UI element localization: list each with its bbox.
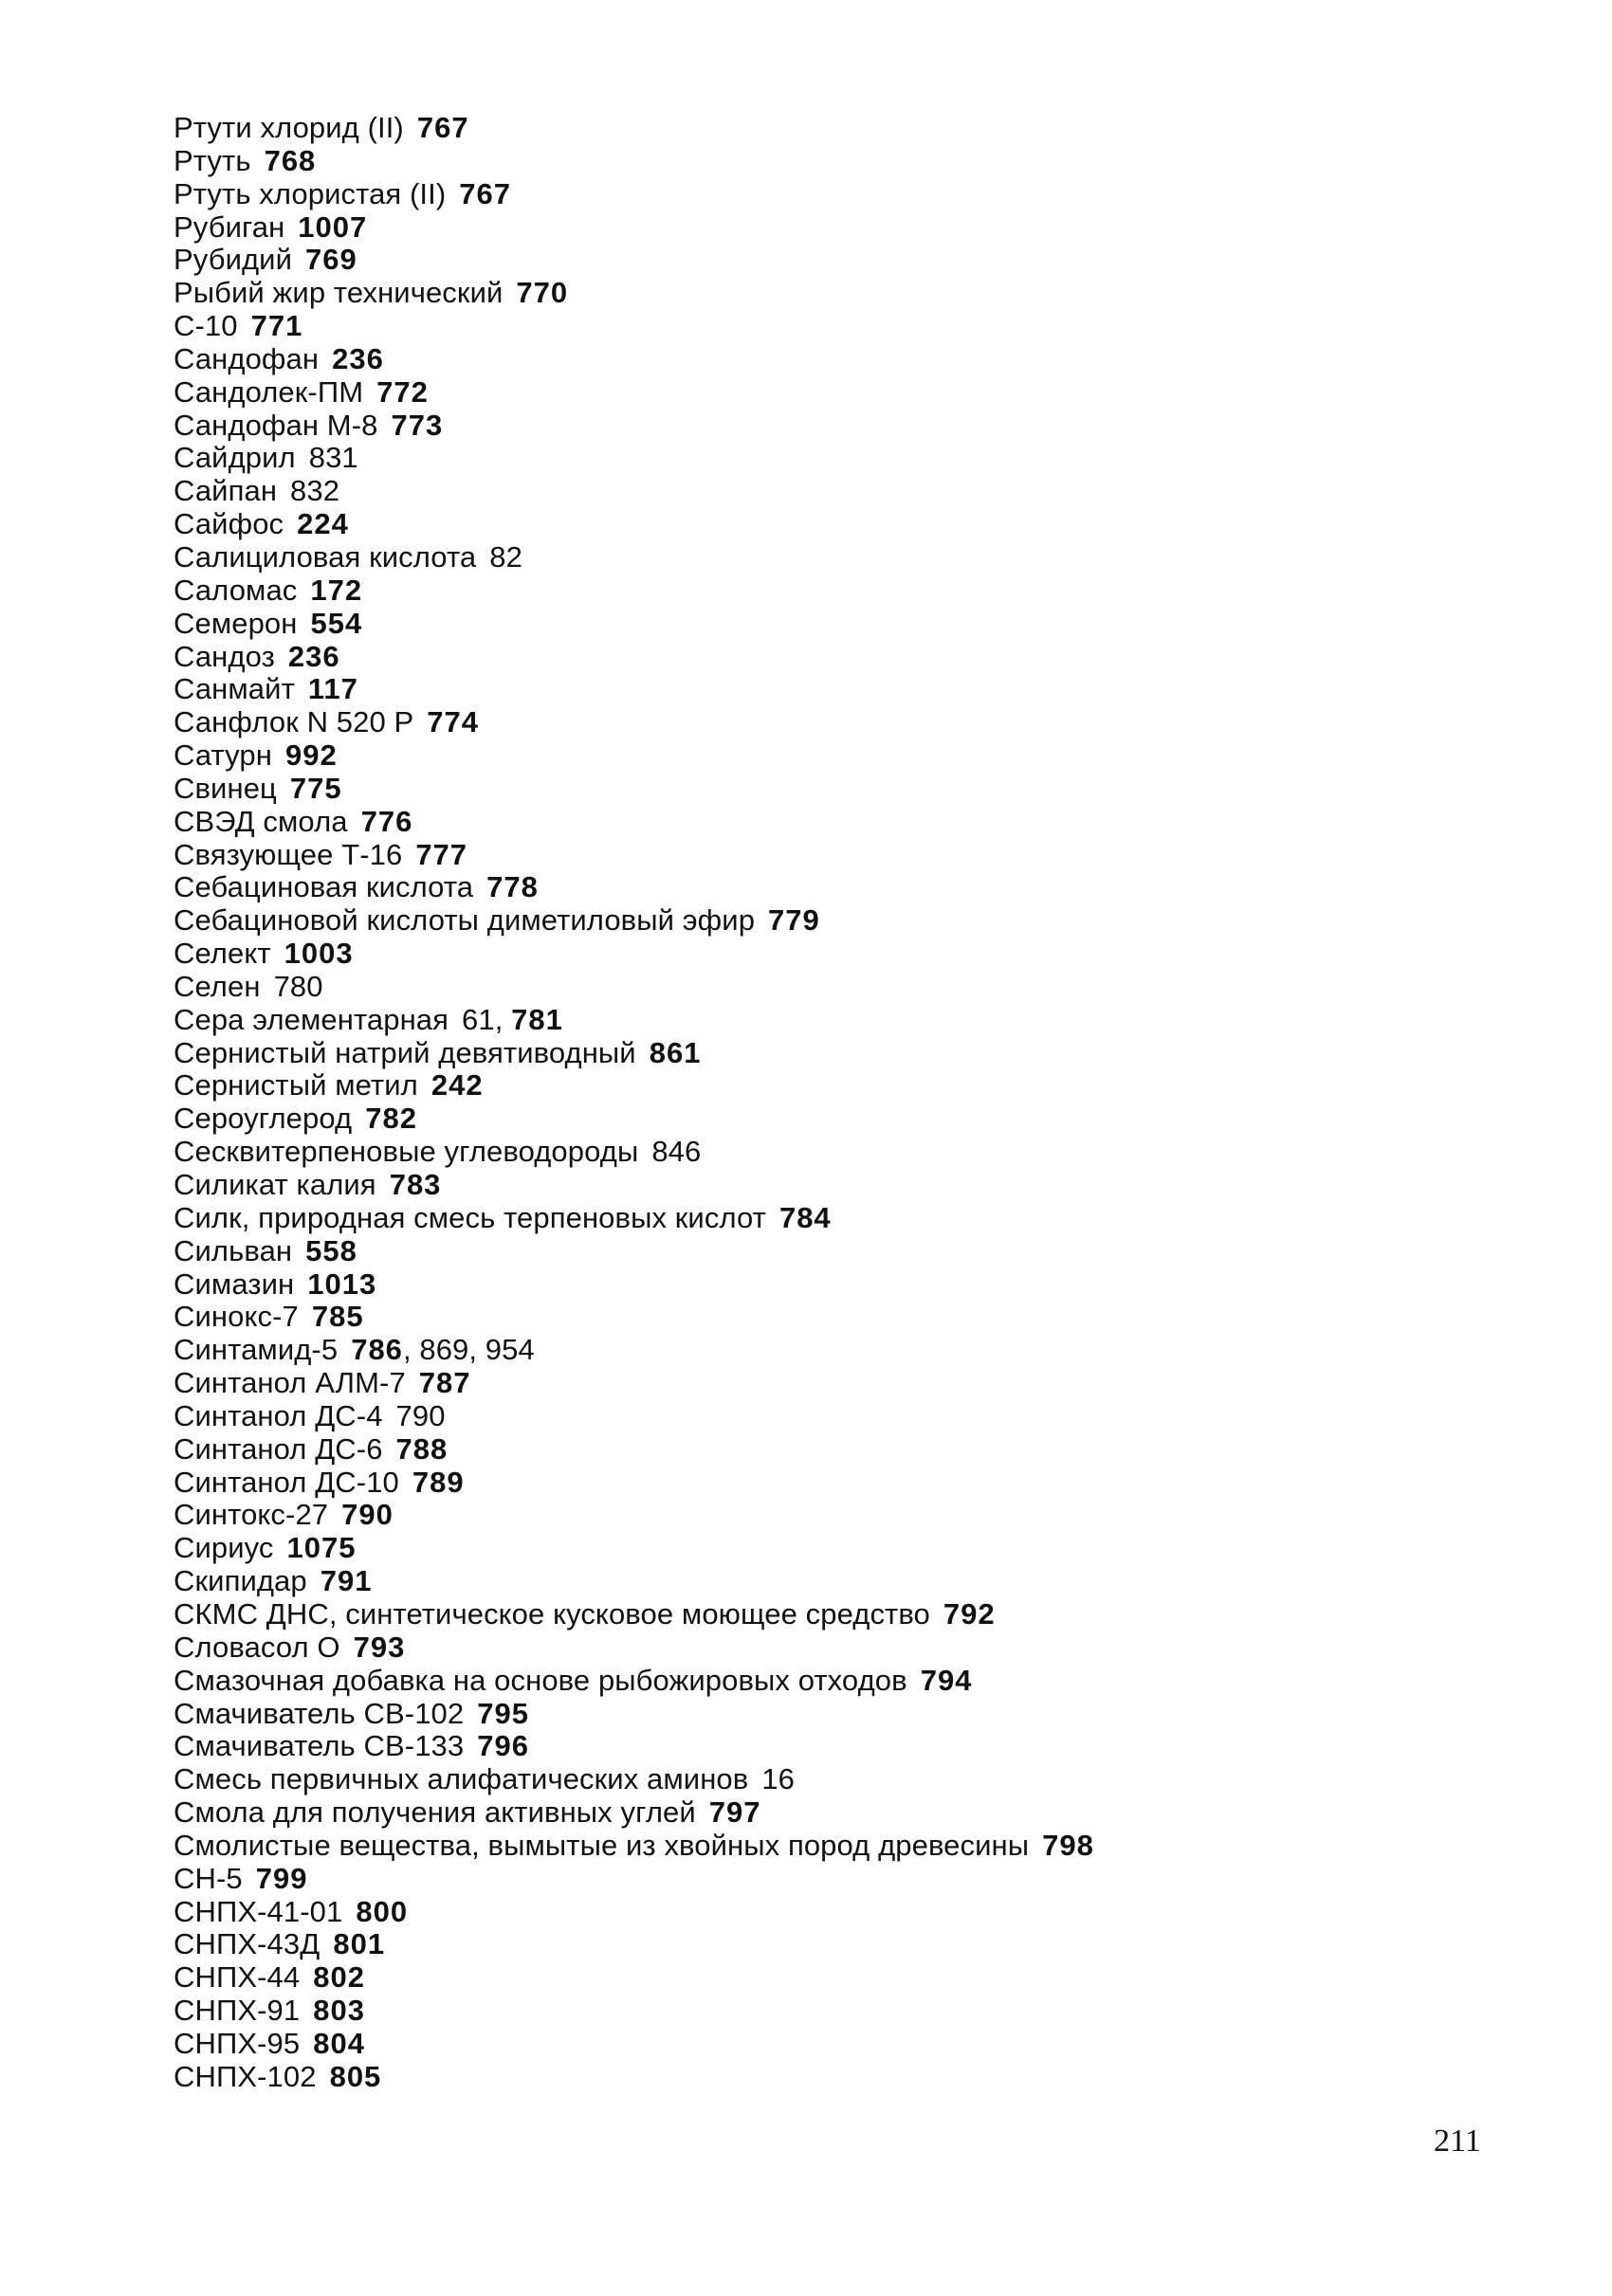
page-references bbox=[256, 1862, 308, 1895]
page-references bbox=[305, 243, 357, 276]
main-page-reference: 992 bbox=[284, 738, 338, 773]
index-entry bbox=[174, 1830, 1425, 1863]
main-page-reference: 784 bbox=[779, 1200, 832, 1234]
index-entry bbox=[174, 145, 1425, 178]
page-references bbox=[341, 1498, 394, 1531]
index-term: Селен bbox=[174, 969, 261, 1003]
index-term: Свинец bbox=[174, 771, 277, 805]
main-page-reference: 783 bbox=[389, 1168, 442, 1201]
index-term: Синтанол ДС-4 bbox=[174, 1398, 383, 1432]
index-term: Скипидар bbox=[174, 1564, 307, 1598]
page-references bbox=[459, 177, 511, 210]
index-entry bbox=[174, 1532, 1425, 1565]
index-entry bbox=[174, 904, 1425, 938]
index-term: Силикат калия bbox=[174, 1168, 376, 1201]
index-entry bbox=[174, 938, 1425, 971]
main-page-reference: 558 bbox=[305, 1233, 357, 1267]
page-references bbox=[365, 1102, 417, 1135]
index-term: Сесквитерпеновые углеводороды bbox=[174, 1135, 639, 1169]
index-entry bbox=[174, 442, 1425, 475]
index-entry bbox=[174, 871, 1425, 904]
index-term: Силк, природная смесь терпеновых кислот bbox=[174, 1200, 766, 1234]
index-term: Сандоз bbox=[174, 639, 275, 673]
page-references bbox=[351, 1333, 535, 1366]
page-references bbox=[921, 1664, 973, 1697]
main-page-reference: 790 bbox=[341, 1498, 394, 1532]
main-page-reference: 1003 bbox=[284, 937, 354, 971]
page-references bbox=[287, 1531, 357, 1564]
index-entry bbox=[174, 277, 1425, 310]
index-term: Смола для получения активных углей bbox=[174, 1795, 696, 1830]
index-term: СН-5 bbox=[174, 1861, 243, 1895]
index-entry bbox=[174, 1433, 1425, 1467]
page-references bbox=[427, 705, 479, 738]
main-page-reference: 781 bbox=[511, 1002, 563, 1036]
index-term: Ртуть хлористая (II) bbox=[174, 176, 447, 210]
index-term: Синтанол ДС-6 bbox=[174, 1431, 383, 1466]
index-term: СНПХ-102 bbox=[174, 2059, 317, 2093]
main-page-reference: 1075 bbox=[286, 1531, 357, 1565]
page-references bbox=[943, 1597, 996, 1631]
main-page-reference: 242 bbox=[430, 1068, 484, 1102]
main-page-reference: 1013 bbox=[307, 1266, 377, 1301]
page-references bbox=[333, 1927, 385, 1960]
index-term: Словасол О bbox=[174, 1630, 340, 1664]
index-entry bbox=[174, 1730, 1425, 1763]
index-term: Синтокс-27 bbox=[174, 1498, 329, 1532]
index-entry bbox=[174, 1796, 1425, 1830]
main-page-reference: 793 bbox=[353, 1630, 406, 1664]
index-entry bbox=[174, 1467, 1425, 1500]
page-references bbox=[285, 738, 338, 772]
index-entry bbox=[174, 1896, 1425, 1929]
index-term: Смазочная добавка на основе рыбожировых отходов bbox=[174, 1663, 907, 1697]
main-page-reference: 787 bbox=[418, 1366, 471, 1400]
page-references bbox=[330, 2060, 382, 2093]
page-reference: 832 bbox=[290, 474, 340, 508]
index-term: Рубиган bbox=[174, 210, 285, 244]
index-term: Сернистый метил bbox=[174, 1068, 418, 1102]
index-entry bbox=[174, 608, 1425, 641]
index-term: Сернистый натрий девятиводный bbox=[174, 1035, 636, 1069]
page-references bbox=[768, 903, 820, 937]
index-term: СНПХ-44 bbox=[174, 1960, 301, 1995]
main-page-reference: 804 bbox=[313, 2026, 365, 2060]
page-reference: 831 bbox=[308, 441, 358, 475]
main-page-reference: 785 bbox=[311, 1300, 364, 1334]
index-term: Семерон bbox=[174, 606, 298, 640]
main-page-reference: 796 bbox=[477, 1729, 529, 1763]
main-page-reference: 774 bbox=[427, 705, 480, 739]
index-entry bbox=[174, 971, 1425, 1004]
index-entry bbox=[174, 112, 1425, 145]
index-term: Смолистые вещества, вымытые из хвойных пород древесины bbox=[174, 1828, 1030, 1862]
main-page-reference: 803 bbox=[313, 1994, 365, 2028]
index-entry bbox=[174, 541, 1425, 574]
page-references bbox=[309, 441, 358, 474]
main-page-reference: 788 bbox=[395, 1431, 449, 1466]
page-references bbox=[431, 1068, 484, 1102]
page-references bbox=[310, 574, 362, 607]
index-term: СНПХ-95 bbox=[174, 2026, 301, 2060]
page-references bbox=[419, 1366, 471, 1399]
page-references bbox=[265, 144, 317, 177]
index-entry bbox=[174, 1928, 1425, 1961]
main-page-reference: 770 bbox=[516, 276, 569, 310]
main-page-reference: 768 bbox=[264, 143, 317, 177]
main-page-reference: 805 bbox=[329, 2059, 382, 2093]
main-page-reference: 786 bbox=[351, 1333, 403, 1367]
page-references bbox=[651, 1135, 701, 1168]
index-term: СНПХ-43Д bbox=[174, 1927, 321, 1961]
main-page-reference: 792 bbox=[943, 1596, 996, 1631]
page-references bbox=[332, 342, 384, 375]
index-entry bbox=[174, 1631, 1425, 1665]
main-page-reference: 554 bbox=[310, 606, 363, 640]
index-entry bbox=[174, 1202, 1425, 1235]
index-entry bbox=[174, 1169, 1425, 1202]
index-list bbox=[174, 112, 1425, 2094]
page-reference: 82 bbox=[489, 539, 522, 574]
page-references bbox=[1042, 1829, 1094, 1862]
index-term: Себациновая кислота bbox=[174, 870, 474, 904]
page-references bbox=[376, 375, 429, 409]
index-term: Сероуглерод bbox=[174, 1102, 353, 1136]
index-entry bbox=[174, 806, 1425, 839]
main-page-reference: 802 bbox=[313, 1960, 365, 1995]
page-references bbox=[354, 1631, 406, 1664]
index-entry bbox=[174, 773, 1425, 806]
index-term: Санфлок N 520 Р bbox=[174, 705, 414, 739]
index-entry bbox=[174, 376, 1425, 410]
index-entry bbox=[174, 1698, 1425, 1731]
main-page-reference: 772 bbox=[376, 374, 429, 409]
index-entry bbox=[174, 641, 1425, 674]
index-term: Смачиватель СВ-102 bbox=[174, 1696, 465, 1730]
main-page-reference: 789 bbox=[412, 1465, 465, 1499]
page-references bbox=[290, 772, 342, 805]
page-reference: 61, bbox=[462, 1002, 504, 1036]
main-page-reference: 791 bbox=[320, 1564, 373, 1598]
page-references bbox=[477, 1697, 529, 1730]
main-page-reference: 775 bbox=[289, 771, 342, 805]
index-entry bbox=[174, 1268, 1425, 1302]
main-page-reference: 771 bbox=[250, 309, 303, 343]
index-term: Ртути хлорид (II) bbox=[174, 111, 404, 144]
index-term: Синтамид-5 bbox=[174, 1333, 339, 1367]
page-number: 211 bbox=[1434, 2123, 1481, 2159]
main-page-reference: 236 bbox=[287, 639, 340, 673]
index-term: Саломас bbox=[174, 573, 298, 607]
index-term: Смачиватель СВ-133 bbox=[174, 1729, 465, 1763]
page-references bbox=[274, 970, 323, 1003]
page-references bbox=[288, 640, 340, 673]
page-references bbox=[477, 1729, 529, 1762]
page-references bbox=[412, 1466, 465, 1499]
page-references bbox=[305, 1234, 357, 1267]
page-reference: , 869, 954 bbox=[402, 1333, 535, 1367]
page-references bbox=[396, 1432, 449, 1466]
page-references bbox=[396, 1399, 446, 1432]
page-references bbox=[462, 1003, 563, 1036]
index-entry bbox=[174, 1102, 1425, 1136]
page-references bbox=[779, 1201, 832, 1234]
index-term: Сандофан М-8 bbox=[174, 408, 378, 442]
page-references bbox=[290, 474, 339, 507]
index-term: Рубидий bbox=[174, 243, 293, 277]
index-entry bbox=[174, 1235, 1425, 1268]
main-page-reference: 777 bbox=[415, 837, 468, 871]
page-reference: 846 bbox=[651, 1135, 702, 1169]
main-page-reference: 776 bbox=[360, 804, 413, 838]
index-entry bbox=[174, 211, 1425, 245]
page-references bbox=[313, 1960, 365, 1994]
index-entry bbox=[174, 1961, 1425, 1995]
index-term: СНПХ-41-01 bbox=[174, 1894, 343, 1928]
index-entry bbox=[174, 178, 1425, 211]
main-page-reference: 224 bbox=[297, 507, 349, 541]
index-term: Сириус bbox=[174, 1531, 274, 1565]
index-entry bbox=[174, 739, 1425, 773]
page-references bbox=[390, 1168, 442, 1201]
index-entry bbox=[174, 574, 1425, 608]
page-references bbox=[486, 870, 539, 903]
index-term: Ртуть bbox=[174, 143, 251, 177]
page-references bbox=[298, 210, 367, 244]
page-references bbox=[310, 607, 362, 640]
index-entry bbox=[174, 2061, 1425, 2094]
index-term: Синокс-7 bbox=[174, 1300, 299, 1334]
index-entry bbox=[174, 1763, 1425, 1796]
index-entry bbox=[174, 1565, 1425, 1598]
main-page-reference: 769 bbox=[305, 243, 357, 277]
index-entry bbox=[174, 475, 1425, 508]
page-reference: 780 bbox=[273, 969, 323, 1003]
main-page-reference: 778 bbox=[486, 870, 539, 904]
index-term: С-10 bbox=[174, 309, 238, 343]
page-references bbox=[415, 838, 467, 871]
index-term: Связующее Т-16 bbox=[174, 837, 403, 871]
index-entry bbox=[174, 1301, 1425, 1334]
index-entry bbox=[174, 706, 1425, 739]
index-entry bbox=[174, 1598, 1425, 1631]
main-page-reference: 799 bbox=[255, 1861, 308, 1895]
main-page-reference: 172 bbox=[310, 573, 363, 607]
page-references bbox=[313, 1994, 365, 2027]
index-entry bbox=[174, 1995, 1425, 2028]
page-references bbox=[308, 672, 358, 705]
index-term: Сандолек-ПМ bbox=[174, 374, 364, 409]
main-page-reference: 782 bbox=[365, 1102, 417, 1136]
page-references bbox=[251, 309, 303, 342]
index-term: Смесь первичных алифатических аминов bbox=[174, 1762, 749, 1796]
index-term: Сайпан bbox=[174, 474, 278, 508]
index-term: Селект bbox=[174, 937, 271, 971]
index-entry bbox=[174, 839, 1425, 872]
index-entry bbox=[174, 1400, 1425, 1433]
index-entry bbox=[174, 673, 1425, 706]
index-term: Синтанол АЛМ-7 bbox=[174, 1366, 406, 1400]
index-entry bbox=[174, 244, 1425, 277]
index-entry bbox=[174, 343, 1425, 376]
page-references bbox=[761, 1762, 795, 1795]
main-page-reference: 767 bbox=[459, 176, 512, 210]
index-entry bbox=[174, 1069, 1425, 1102]
index-term: СВЭД смола bbox=[174, 804, 348, 838]
page-references bbox=[516, 276, 568, 309]
main-page-reference: 1007 bbox=[298, 210, 368, 244]
index-term: Синтанол ДС-10 bbox=[174, 1465, 399, 1499]
page-references bbox=[307, 1267, 376, 1301]
index-entry bbox=[174, 1367, 1425, 1400]
index-entry bbox=[174, 410, 1425, 443]
main-page-reference: 794 bbox=[920, 1663, 973, 1697]
index-term: Сандофан bbox=[174, 341, 320, 375]
page-references bbox=[650, 1036, 702, 1069]
index-term: Себациновой кислоты диметиловый эфир bbox=[174, 903, 756, 938]
page-references bbox=[361, 805, 413, 838]
index-term: СНПХ-91 bbox=[174, 1994, 301, 2028]
index-entry bbox=[174, 310, 1425, 343]
index-entry bbox=[174, 1037, 1425, 1070]
main-page-reference: 795 bbox=[477, 1696, 529, 1730]
page-references bbox=[313, 2027, 365, 2060]
page-reference: 16 bbox=[761, 1762, 796, 1796]
page-references bbox=[392, 409, 444, 442]
index-entry bbox=[174, 1334, 1425, 1367]
main-page-reference: 861 bbox=[649, 1035, 702, 1069]
index-term: Салициловая кислота bbox=[174, 539, 477, 574]
main-page-reference: 236 bbox=[332, 341, 384, 375]
main-page-reference: 117 bbox=[307, 672, 358, 706]
index-term: Сатурн bbox=[174, 738, 272, 773]
index-entry bbox=[174, 1004, 1425, 1037]
index-term: СКМС ДНС, синтетическое кусковое моющее средство bbox=[174, 1596, 930, 1631]
main-page-reference: 800 bbox=[356, 1894, 409, 1928]
index-term: Сайфос bbox=[174, 507, 284, 541]
index-entry bbox=[174, 1863, 1425, 1896]
page-references bbox=[489, 540, 522, 574]
index-term: Санмайт bbox=[174, 672, 295, 706]
main-page-reference: 773 bbox=[391, 408, 444, 442]
page-references bbox=[417, 111, 469, 144]
page-references bbox=[312, 1300, 364, 1333]
index-term: Рыбий жир технический bbox=[174, 276, 504, 310]
index-entry bbox=[174, 2028, 1425, 2061]
main-page-reference: 798 bbox=[1042, 1828, 1094, 1862]
index-entry bbox=[174, 1665, 1425, 1698]
index-term: Сильван bbox=[174, 1233, 293, 1267]
main-page-reference: 767 bbox=[416, 111, 469, 144]
page-references bbox=[709, 1795, 761, 1829]
page-reference: 790 bbox=[395, 1398, 446, 1432]
page-references bbox=[321, 1564, 373, 1597]
main-page-reference: 779 bbox=[768, 903, 820, 938]
index-entry bbox=[174, 508, 1425, 541]
index-entry bbox=[174, 1136, 1425, 1169]
index-term: Сера элементарная bbox=[174, 1002, 449, 1036]
index-term: Симазин bbox=[174, 1266, 295, 1301]
main-page-reference: 797 bbox=[708, 1795, 761, 1830]
page-references bbox=[297, 507, 349, 540]
index-entry bbox=[174, 1499, 1425, 1532]
page-references bbox=[356, 1895, 408, 1928]
page-references bbox=[284, 937, 354, 970]
index-term: Сайдрил bbox=[174, 441, 296, 475]
main-page-reference: 801 bbox=[333, 1927, 386, 1961]
